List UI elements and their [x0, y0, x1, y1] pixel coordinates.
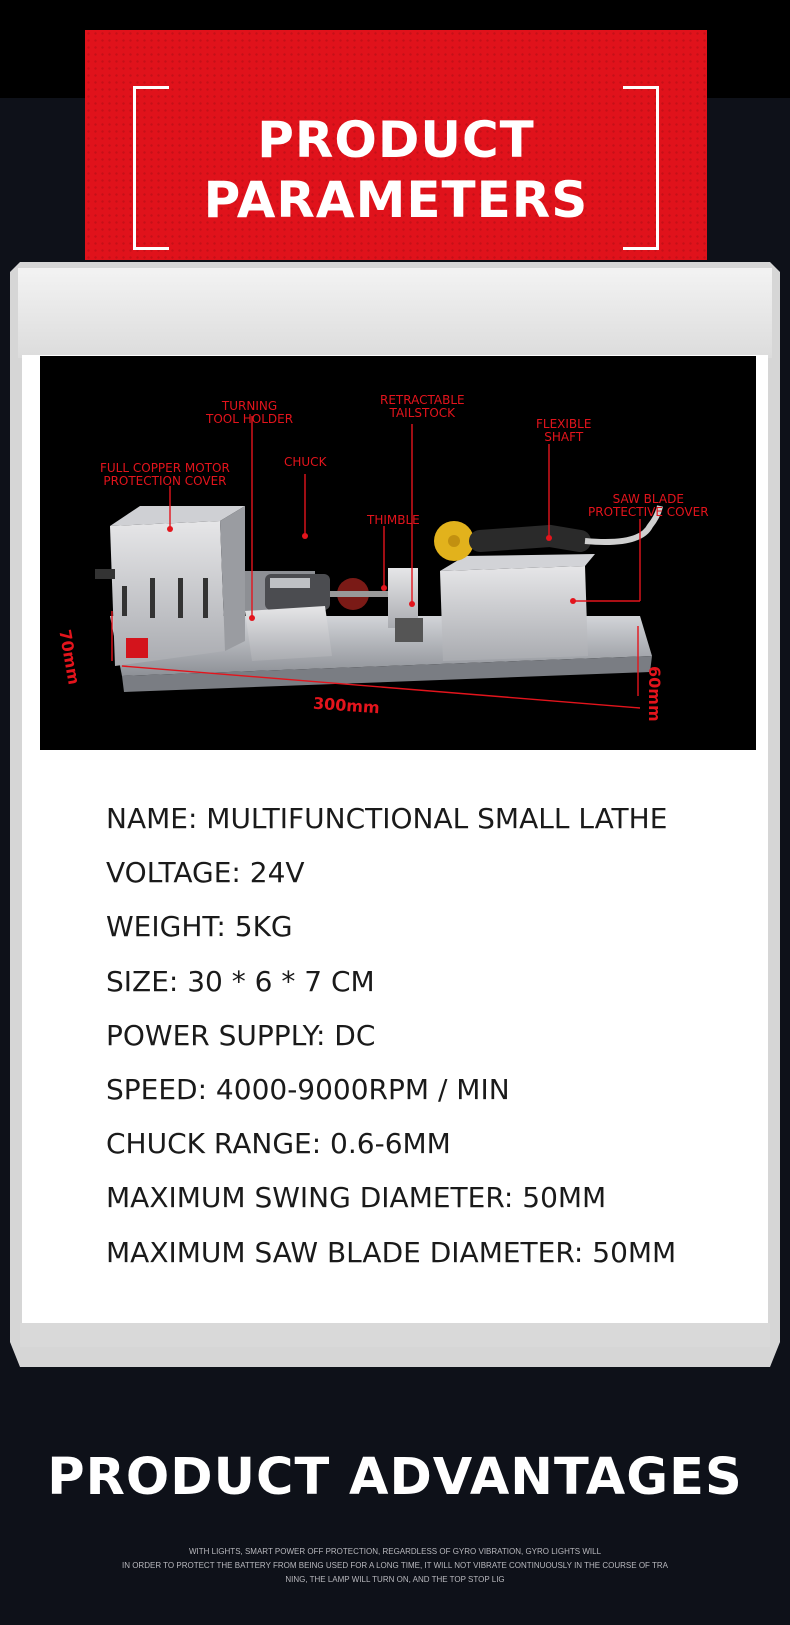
label-retractable-tailstock — [380, 394, 465, 420]
advantages-line-2: IN ORDER TO PROTECT THE BATTERY FROM BEING USED FOR A LONG TIME, IT WILL NOT VIBRATE CONTINUOUSLY IN THE COURSE OF TRA — [121, 1561, 668, 1570]
param-chuck-range: CHUCK RANGE: 0.6-6MM — [106, 1127, 451, 1161]
title-line-1: PRODUCT — [257, 111, 535, 169]
param-weight: WEIGHT: 5KG — [106, 910, 293, 944]
param-speed: SPEED: 4000-9000RPM / MIN — [106, 1073, 510, 1107]
frame-top — [18, 268, 772, 358]
advantages-line-1: WITH LIGHTS, SMART POWER OFF PROTECTION, REGARDLESS OF GYRO VIBRATION, GYRO LIGHTS WILL — [188, 1547, 602, 1556]
label-line: TOOL HOLDER — [206, 412, 294, 426]
label-turning-tool-holder — [206, 400, 293, 426]
label-line: SHAFT — [544, 430, 584, 444]
param-size: SIZE: 30 * 6 * 7 CM — [106, 964, 375, 998]
lathe-diagram — [40, 356, 756, 750]
label-line: TURNING — [221, 399, 278, 413]
parameter-list — [106, 792, 746, 1280]
advantages-title: PRODUCT ADVANTAGES — [47, 1448, 743, 1507]
param-swing-diameter: MAXIMUM SWING DIAMETER: 50MM — [106, 1181, 607, 1215]
parameters-banner — [85, 30, 707, 260]
param-name: NAME: MULTIFUNCTIONAL SMALL LATHE — [106, 802, 668, 835]
label-line: TAILSTOCK — [389, 406, 456, 420]
label-chuck: CHUCK — [284, 455, 327, 469]
label-thimble: THIMBLE — [367, 513, 420, 527]
power-switch — [126, 638, 148, 658]
frame-bottom — [20, 1323, 770, 1347]
label-line: FLEXIBLE — [536, 417, 592, 431]
label-line: PROTECTION COVER — [103, 474, 227, 488]
label-line: FULL COPPER MOTOR — [100, 461, 230, 475]
advantages-line-3: NING, THE LAMP WILL TURN ON, AND THE TOP STOP LIG — [285, 1575, 505, 1584]
label-line: SAW BLADE — [612, 492, 684, 506]
param-voltage: VOLTAGE: 24V — [106, 856, 305, 890]
param-power-supply: POWER SUPPLY: DC — [106, 1018, 376, 1052]
label-line: PROTECTIVE COVER — [588, 505, 709, 519]
parameters-title — [85, 110, 707, 230]
dimension-height-left: 70mm — [55, 628, 84, 687]
label-saw-cover — [588, 493, 709, 519]
advantages-description — [0, 1545, 790, 1587]
label-flexible-shaft — [536, 418, 591, 444]
dimension-height-right: 60mm — [645, 666, 664, 722]
title-line-2: PARAMETERS — [203, 171, 589, 229]
label-line: RETRACTABLE — [380, 393, 465, 407]
param-saw-blade-diameter: MAXIMUM SAW BLADE DIAMETER: 50MM — [106, 1235, 677, 1269]
dimension-length: 300mm — [312, 693, 381, 718]
label-motor-cover — [100, 462, 230, 488]
saw-cover — [440, 566, 588, 661]
